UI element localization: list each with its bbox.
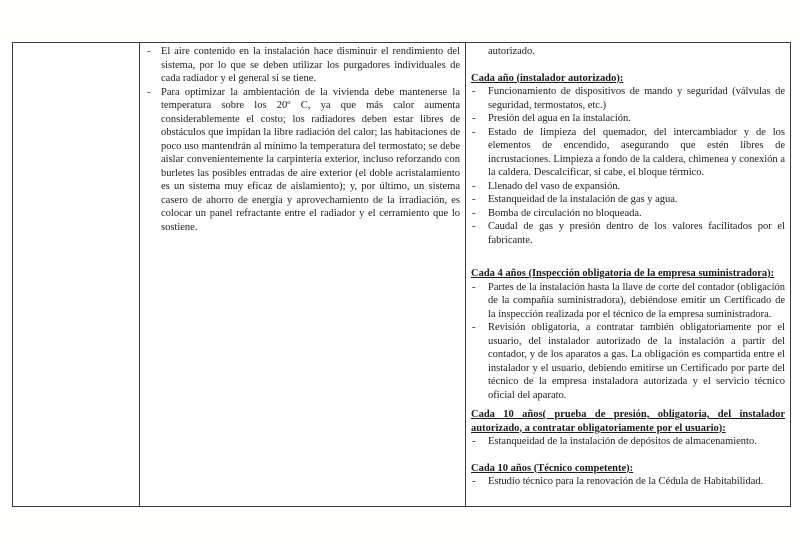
list-item <box>471 207 785 221</box>
radiator-advice-cell <box>140 43 466 506</box>
list-item-text: Partes de la instalación hasta la llave de corte del contador (obligación de la compañía suministradora), debiéndose emitir un Certificado de la inspección realizada por el técnico de la empresa suministradora. <box>488 281 785 320</box>
dash-bullet: - <box>472 281 476 293</box>
dash-bullet: - <box>472 126 476 138</box>
maintenance-schedule-table <box>12 42 791 507</box>
list-item <box>471 475 785 489</box>
list-item <box>471 220 785 247</box>
list-item-text: Llenado del vaso de expansión. <box>488 180 621 192</box>
list-item-text: Estudio técnico para la renovación de la Cédula de Habitabilidad. <box>488 476 764 487</box>
list-item-text: Estanqueidad de la instalación de gas y agua. <box>488 194 678 205</box>
maintenance-periods-cell <box>466 43 790 506</box>
section-heading-10-years-pressure: Cada 10 años( prueba de presión, obligatoria, del instalador autorizado, a contratar obligatoriamente por el usuario): <box>471 409 785 434</box>
list-item <box>471 321 785 402</box>
list-item-text: El aire contenido en la instalación hace disminuir el rendimiento del sistema, por lo que se deben utilizar los purgadores individuales de cada radiador y el general si se tiene. <box>161 46 460 84</box>
list-item-text: Revisión obligatoria, a contratar también obligatoriamente por el usuario, del instalador autorizado de la instalación a partir del contador, y de los aparatos a gas. La obligación es compartida entre el instalador y el usuario, debiendo emitirse un Certificado por parte del técnico de la empresa instaladora autorizada y el servicio técnico oficial del aparato. <box>488 322 785 401</box>
section-heading-4-years: Cada 4 años (Inspección obligatoria de la empresa suministradora): <box>471 268 775 279</box>
list-item <box>471 180 785 194</box>
left-empty-cell <box>13 43 140 506</box>
dash-bullet: - <box>472 476 476 487</box>
dash-bullet: - <box>147 46 151 57</box>
list-item-text: Bomba de circulación no bloqueada. <box>488 207 642 219</box>
dash-bullet: - <box>472 180 476 192</box>
dash-bullet: - <box>472 194 476 205</box>
dash-bullet: - <box>147 86 151 98</box>
dash-bullet: - <box>472 113 476 124</box>
list-item <box>471 193 785 207</box>
list-item <box>471 281 785 322</box>
list-item-text: Estado de limpieza del quemador, del intercambiador y de los elementos de encendido, asegurando que estén libres de incrustaciones. Limpieza a fondo de la caldera, chimenea y conexión a la caldera. Descalcificar, si cabe, el bloque térmico. <box>488 126 785 178</box>
section-heading-10-years-technician: Cada 10 años (Técnico competente): <box>471 462 634 474</box>
list-item <box>471 126 785 180</box>
list-item-text: Para optimizar la ambientación de la vivienda debe mantenerse la temperatura sobre los 20º C, ya que más calor aumenta considerablemente el costo; los radiadores deben estar libres de obstáculos que impidan la libre radiación del calor; las habitaciones de poco uso mantendrán al mínimo la temperatura del termostato; se debe aislar convenientemente la carpintería exterior, incluso reforzando con burletes las posibles entradas de aire exterior (el doble acristalamiento es un sistema muy eficaz de aislamiento); y, por último, un sistema casero de ahorro de energía y aprovechamiento de la irradiación, es colocar un panel refractante entre el radiador y el cerramiento que lo sostiene. <box>161 86 460 233</box>
list-item <box>471 435 785 449</box>
list-item <box>471 112 785 126</box>
list-item-text: Presión del agua en la instalación. <box>488 113 631 124</box>
section-heading-yearly: Cada año (instalador autorizado): <box>471 72 624 84</box>
dash-bullet: - <box>472 207 476 219</box>
dash-bullet: - <box>472 86 476 97</box>
list-item <box>140 86 460 235</box>
dash-bullet: - <box>472 436 476 447</box>
continuation-text: autorizado. <box>488 46 535 57</box>
list-item-text: Caudal de gas y presión dentro de los valores facilitados por el fabricante. <box>488 221 785 246</box>
list-item-text: Funcionamiento de dispositivos de mando y seguridad (válvulas de seguridad, termostatos, etc.) <box>488 86 785 111</box>
list-item <box>140 45 460 86</box>
dash-bullet: - <box>472 221 476 232</box>
dash-bullet: - <box>472 322 476 333</box>
list-item-text: Estanqueidad de la instalación de depósitos de almacenamiento. <box>488 436 757 447</box>
list-item <box>471 85 785 112</box>
